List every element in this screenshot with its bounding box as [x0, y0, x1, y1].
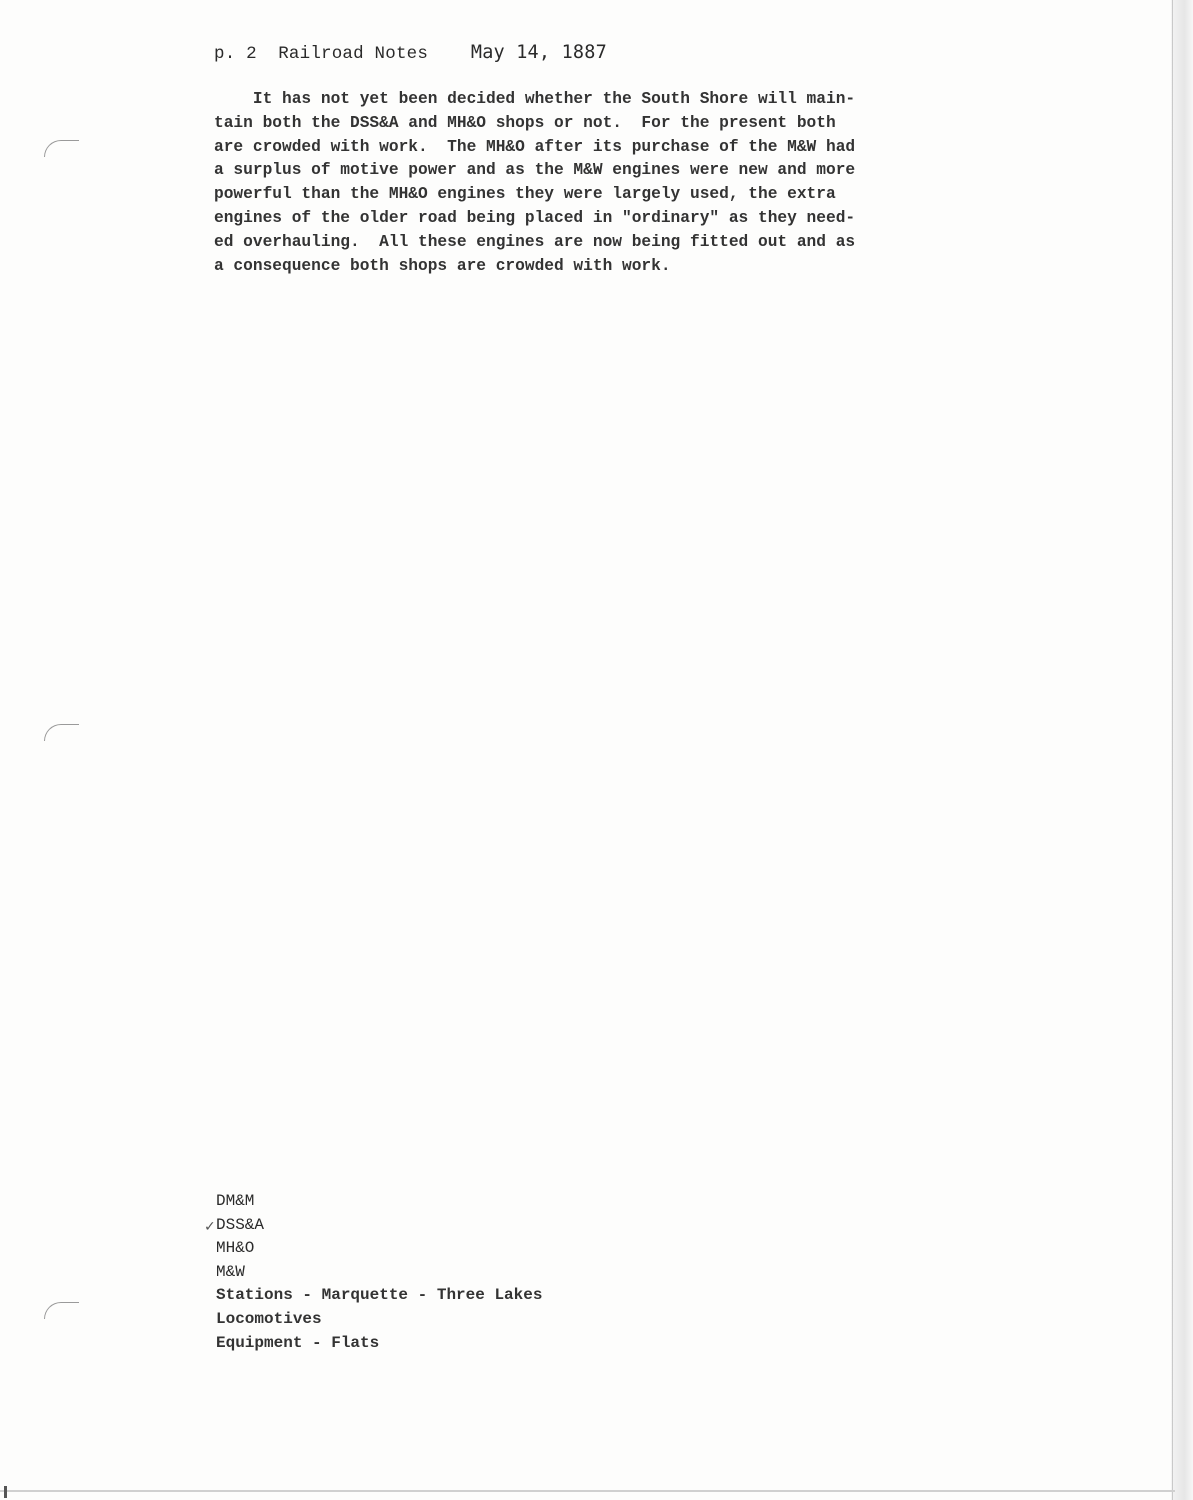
index-term: DM&M	[216, 1192, 255, 1210]
index-term: Locomotives	[216, 1309, 322, 1328]
body-line: engines of the older road being placed in "ordinary" as they need-	[214, 208, 856, 227]
body-line: tain both the DSS&A and MH&O shops or not. For the present both	[214, 113, 836, 132]
body-line: powerful than the MH&O engines they were largely used, the extra	[214, 185, 836, 204]
index-term: Equipment - Flats	[216, 1333, 380, 1352]
body-line: It has not yet been decided whether the South Shore will main-	[214, 90, 856, 108]
page-label: p. 2	[214, 44, 257, 64]
punch-hole-mark-middle	[44, 724, 79, 741]
check-mark-icon: ✓	[204, 1219, 216, 1235]
punch-hole-mark-top	[44, 140, 79, 157]
scan-corner-mark	[4, 1486, 7, 1498]
scan-edge-shadow	[1171, 0, 1193, 1500]
punch-hole-mark-bottom	[44, 1302, 79, 1319]
scan-bottom-edge	[0, 1490, 1175, 1492]
index-term: DSS&A	[216, 1215, 265, 1234]
document-title: Railroad Notes	[278, 44, 429, 64]
body-line: a surplus of motive power and as the M&W engines were new and more	[214, 161, 856, 180]
page-header	[214, 42, 607, 64]
body-line: are crowded with work. The MH&O after its purchase of the M&W had	[214, 137, 856, 156]
index-term: MH&O	[216, 1239, 255, 1258]
document-date: May 14, 1887	[470, 42, 607, 63]
body-line: a consequence both shops are crowded with work.	[214, 256, 671, 275]
index-terms-list	[216, 1190, 542, 1355]
index-term: M&W	[216, 1262, 245, 1281]
body-line: ed overhauling. All these engines are now being fitted out and as	[214, 232, 856, 251]
scan-edge-line	[1172, 0, 1173, 1500]
body-paragraph	[214, 88, 974, 278]
index-term: Stations - Marquette - Three Lakes	[216, 1286, 543, 1305]
